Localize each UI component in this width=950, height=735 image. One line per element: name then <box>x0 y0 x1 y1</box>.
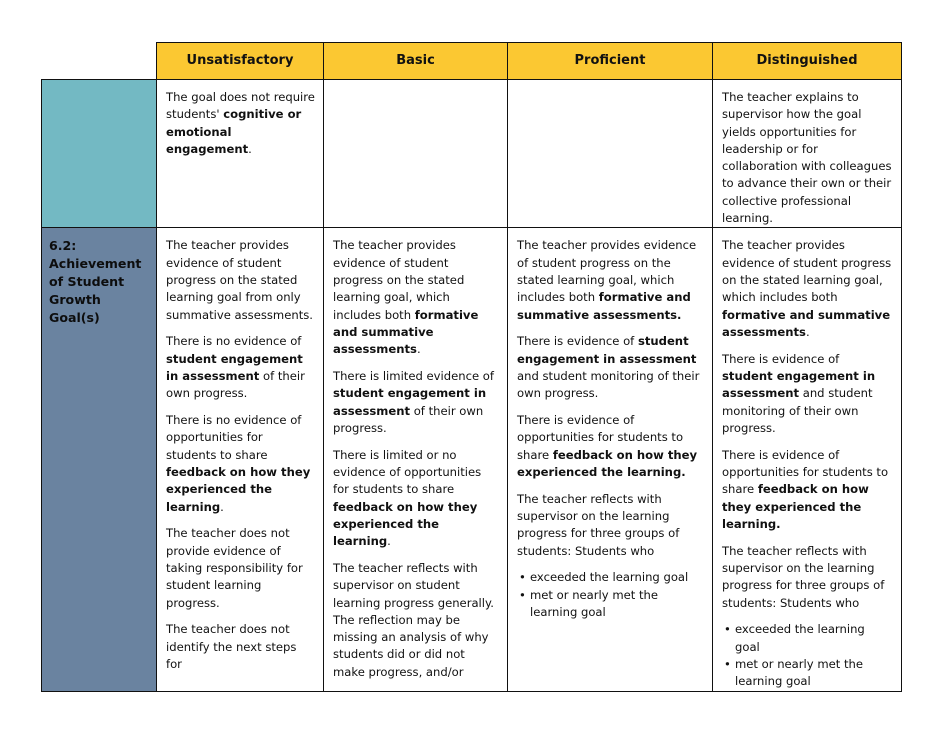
text-run: There is evidence of opportunities for students to share <box>722 447 889 497</box>
cell-paragraph <box>166 333 315 402</box>
cell-paragraph <box>517 491 704 560</box>
text-run: . <box>248 141 252 156</box>
cell-paragraph <box>166 237 315 323</box>
bold-text: student engagement in assessment <box>722 368 876 401</box>
standard-label: 6.2: Achievement of Student Growth Goal(s) <box>49 238 142 326</box>
text-run: . <box>805 324 810 339</box>
text-run: The teacher explains to supervisor how the goal yields opportunities for leadership or for collaboration with colleagues to advance their own or their collective professional learning. <box>722 90 892 226</box>
cell-paragraph <box>722 447 893 533</box>
text-run: There is limited or no evidence of opportunities for students to share <box>333 447 482 497</box>
text-run: There is evidence of opportunities for students to share <box>517 413 684 462</box>
bold-text: formative and summative assessments. <box>517 290 691 322</box>
cell-basic <box>324 228 508 691</box>
bullet-list <box>722 621 893 690</box>
text-run: and student monitoring of their own progress. <box>517 368 700 401</box>
cell-paragraph <box>722 543 893 612</box>
text-run: . <box>220 499 224 514</box>
text-run: There is limited evidence of <box>333 368 494 383</box>
header-proficient: Proficient <box>508 43 713 80</box>
text-run: The goal does not require students' <box>166 90 315 122</box>
cell-paragraph <box>166 525 315 611</box>
rubric-row-goal-engagement <box>42 80 902 228</box>
bold-text: student engagement in assessment <box>517 334 697 366</box>
row-label-cell <box>42 80 157 228</box>
text-run: The teacher reflects with supervisor on the learning progress for three groups of students: Students who <box>722 543 885 610</box>
cell-paragraph <box>166 621 315 673</box>
bullet-item: • met or nearly met the learning goal <box>530 587 704 622</box>
text-run: There is no evidence of <box>166 334 302 349</box>
rubric-row-student-growth <box>42 228 902 691</box>
cell-paragraph <box>722 237 893 341</box>
bold-text: feedback on how they experienced the learning <box>333 499 478 549</box>
text-run: The teacher reflects with supervisor on student learning progress generally. The reflection may be missing an analysis of why students did or did not make progress, and/or <box>333 560 494 679</box>
text-run: of their own progress. <box>333 403 484 435</box>
cell-paragraph <box>166 89 315 158</box>
header-corner <box>42 43 157 80</box>
text-run: and student monitoring of their own progress. <box>722 386 873 435</box>
bullet-item: • met or nearly met the learning goal <box>735 656 893 691</box>
row-label-cell <box>42 228 157 691</box>
text-run: The teacher provides evidence of student progress on the stated learning goal, which includes both <box>517 238 697 305</box>
bullet-item: • exceeded the learning goal <box>735 621 893 656</box>
bold-text: formative and summative assessments <box>333 307 479 357</box>
cell-paragraph <box>333 560 499 681</box>
cell-paragraph <box>166 412 315 516</box>
bold-text: cognitive or emotional engagement <box>166 107 302 156</box>
text-run: The teacher reflects with supervisor on the learning progress for three groups of students: Students who <box>517 491 680 558</box>
text-run: The teacher does not identify the next steps for <box>166 622 297 671</box>
bold-text: student engagement in assessment <box>166 351 303 383</box>
bullet-item: • exceeded the learning goal <box>530 569 704 586</box>
text-run: . <box>416 342 421 357</box>
cell-paragraph <box>333 368 499 437</box>
cell-basic <box>324 80 508 228</box>
cell-proficient <box>508 228 713 691</box>
text-run: There is evidence of <box>517 334 638 349</box>
bold-text: student engagement in assessment <box>333 386 487 418</box>
cell-paragraph <box>517 237 704 323</box>
rubric-table <box>41 42 902 692</box>
text-run: . <box>387 534 391 549</box>
cell-proficient <box>508 80 713 228</box>
text-run: The teacher provides evidence of student progress on the stated learning goal, which includes both <box>333 238 465 322</box>
cell-paragraph <box>517 412 704 481</box>
header-distinguished: Distinguished <box>713 43 902 80</box>
bold-text: formative and summative assessments <box>722 307 891 339</box>
header-unsatisfactory: Unsatisfactory <box>157 43 324 80</box>
text-run: There is evidence of <box>722 351 840 366</box>
cell-unsatisfactory <box>157 228 324 691</box>
bullet-list <box>517 569 704 621</box>
cell-unsatisfactory <box>157 80 324 228</box>
bold-text: feedback on how they experienced the learning. <box>722 482 869 531</box>
cell-paragraph <box>722 351 893 437</box>
cell-distinguished <box>713 228 902 691</box>
bold-text: feedback on how they experienced the learning <box>166 464 311 514</box>
text-run: The teacher does not provide evidence of taking responsibility for student learning progress. <box>166 526 303 610</box>
cell-paragraph <box>333 237 499 358</box>
cell-paragraph <box>333 447 499 551</box>
cell-distinguished <box>713 80 902 228</box>
text-run: The teacher provides evidence of student progress on the stated learning goal, which includes both <box>722 238 892 305</box>
text-run: The teacher provides evidence of student progress on the stated learning goal from only summative assessments. <box>166 238 313 322</box>
cell-paragraph <box>722 89 893 227</box>
header-basic: Basic <box>324 43 508 80</box>
text-run: There is no evidence of opportunities for students to share <box>166 413 302 462</box>
header-row <box>42 43 902 80</box>
text-run: of their own progress. <box>166 368 305 401</box>
bold-text: feedback on how they experienced the learning. <box>517 447 698 479</box>
cell-paragraph <box>517 333 704 402</box>
